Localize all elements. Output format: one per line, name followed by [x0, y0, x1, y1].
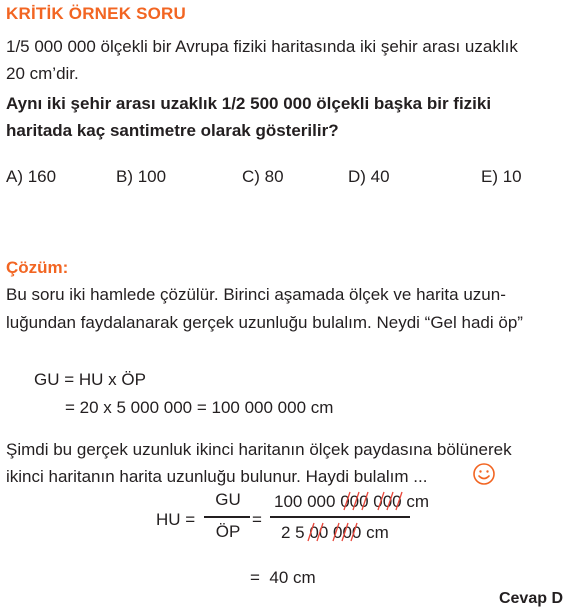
- question-bold-line-1: Aynı iki şehir arası uzaklık 1/2 500 000 ölçekli başka bir fiziki: [6, 94, 492, 113]
- solution-para1-line1: Bu soru iki hamlede çözülür. Birinci aşamada ölçek ve harita uzun-: [6, 285, 506, 304]
- result: = 40 cm: [250, 568, 316, 587]
- numerator-digits: 100 000: [274, 492, 336, 511]
- option-c: C) 80: [242, 167, 284, 186]
- solution-para1-line2: luğundan faydalanarak gerçek uzunluğu bulalım. Neydi “Gel hadi öp”: [6, 313, 523, 332]
- smiley-face-icon: [472, 462, 496, 491]
- fraction2-bar: [270, 516, 410, 518]
- equals-sign: =: [252, 510, 262, 529]
- formula-calculation: = 20 x 5 000 000 = 100 000 000 cm: [65, 398, 334, 417]
- hu-label: HU =: [156, 510, 196, 529]
- question-line-1: 1/5 000 000 ölçekli bir Avrupa fiziki haritasında iki şehir arası uzaklık: [6, 37, 518, 56]
- solution-para2-line2: ikinci haritanın harita uzunluğu bulunur. Haydi bulalım ...: [6, 467, 428, 486]
- option-a: A) 160: [6, 167, 57, 186]
- numerator-unit: cm: [406, 492, 430, 511]
- solution-para2-line1: Şimdi bu gerçek uzunluk ikinci haritanın ölçek paydasına bölünerek: [6, 440, 512, 459]
- solution-heading: Çözüm:: [6, 258, 69, 277]
- fraction2-denominator: [281, 523, 389, 543]
- option-d: D) 40: [348, 167, 390, 186]
- fraction1-denominator: ÖP: [215, 522, 241, 541]
- fraction1-numerator: GU: [215, 490, 241, 509]
- formula-gu: GU = HU x ÖP: [34, 370, 146, 389]
- strike-marks: [305, 521, 363, 543]
- denominator-digits: 2 5: [281, 523, 305, 542]
- question-line-2: 20 cm’dir.: [6, 64, 79, 83]
- section-title: KRİTİK ÖRNEK SORU: [6, 4, 187, 23]
- strike-marks: [340, 490, 406, 512]
- option-b: B) 100: [116, 167, 167, 186]
- question-bold-line-2: haritada kaç santimetre olarak gösterilir?: [6, 121, 339, 140]
- denominator-unit: cm: [366, 523, 389, 542]
- option-e: E) 10: [481, 167, 522, 186]
- denominator-struck-zeros: 00 000: [305, 523, 366, 542]
- fraction1-bar: [204, 516, 250, 518]
- fraction2-numerator: [274, 492, 429, 512]
- answer-label: Cevap D: [498, 590, 563, 607]
- numerator-struck-zeros: 000 000: [340, 492, 406, 511]
